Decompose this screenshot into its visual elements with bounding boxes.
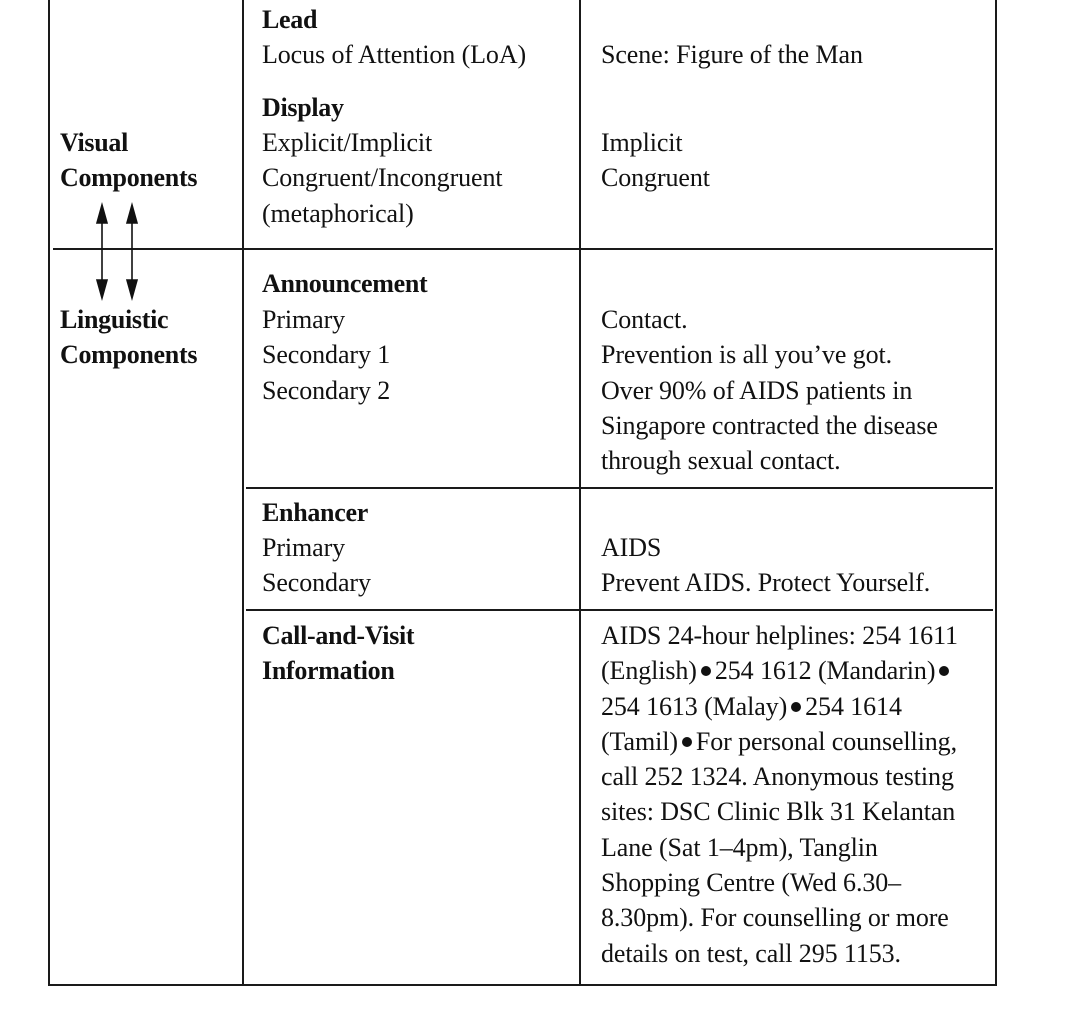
bullet-icon: [701, 666, 711, 676]
display-labels: Explicit/Implicit Congruent/Incongruent (metaphorical): [262, 128, 503, 228]
lead-header: Lead: [262, 5, 318, 34]
linguistic-components-label: Linguistic Components: [60, 305, 198, 370]
announcement-labels: Primary Secondary 1 Secondary 2: [262, 305, 391, 405]
announcement-header: Announcement: [262, 269, 428, 298]
bullet-icon: [939, 666, 949, 676]
enhancer-values: AIDS Prevent AIDS. Protect Yourself.: [601, 533, 931, 598]
visual-components-label: Visual Components: [60, 128, 198, 193]
call-visit-header: Call-and-Visit Information: [262, 621, 415, 686]
call-visit-info: AIDS 24-hour helplines: 254 1611 (English) 254 1612 (Mandarin) 254 1613 (Malay) 254 1614 (Tamil) For personal counselling, call 252 1324. Anonymous testing sites: DSC Clinic Blk 31 Kelantan Lane (Sat 1–4pm), Tanglin Shopping Centre (Wed 6.30– 8.30pm). For counselling or more details on test, call 295 1153.: [601, 621, 958, 968]
display-values: Implicit Congruent: [601, 128, 710, 193]
enhancer-header: Enhancer: [262, 498, 368, 527]
display-header: Display: [262, 93, 344, 122]
bullet-icon: [682, 737, 692, 747]
lead-value: Scene: Figure of the Man: [601, 40, 863, 69]
enhancer-labels: Primary Secondary: [262, 533, 371, 598]
announcement-values: Contact. Prevention is all you’ve got. Over 90% of AIDS patients in Singapore contracted the disease through sexual contact.: [601, 305, 938, 476]
lead-label: Locus of Attention (LoA): [262, 40, 527, 69]
bullet-icon: [791, 702, 801, 712]
